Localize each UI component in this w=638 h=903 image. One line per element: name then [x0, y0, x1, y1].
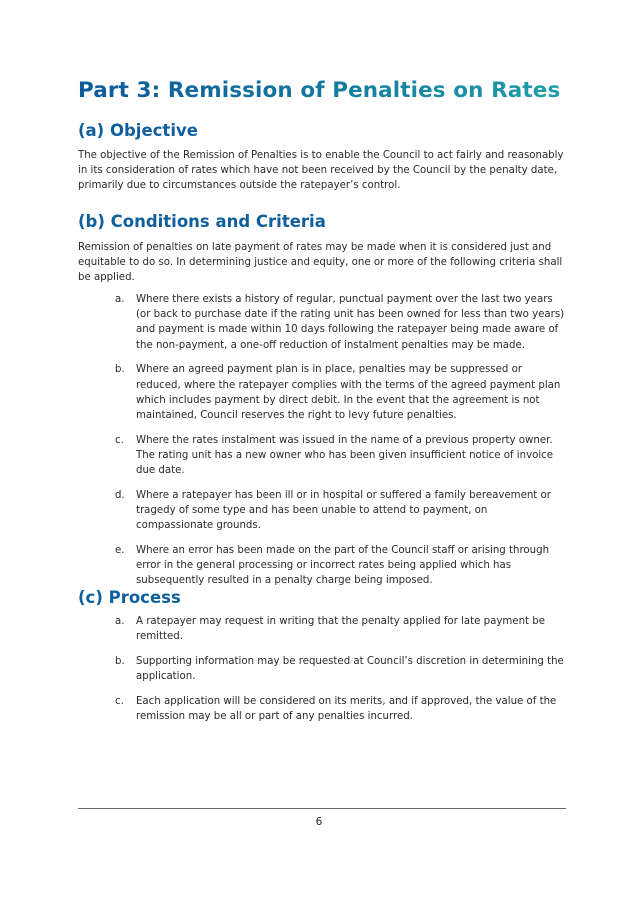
- list-marker: a.: [115, 616, 125, 627]
- footer-divider: [78, 808, 566, 809]
- page-title: Part 3: Remission of Penalties on Rates: [78, 78, 561, 103]
- list-item: [115, 433, 565, 479]
- list-marker: c.: [115, 695, 124, 707]
- list-item: [115, 654, 565, 684]
- list-marker: e.: [115, 544, 125, 556]
- conditions-criteria-list: [115, 292, 565, 598]
- page-number: 6: [315, 816, 323, 828]
- list-item: [115, 292, 565, 353]
- section-heading-conditions: (b) Conditions and Criteria: [78, 212, 326, 231]
- list-item-text: Where an error has been made on the part of the Council staff or arising through error in the general processing or incorrect rates being applied which has subsequently resulted in a penalty charge being imposed.: [136, 544, 550, 587]
- process-list: [115, 614, 565, 734]
- list-item: [115, 543, 565, 589]
- list-item-text: Where the rates instalment was issued in the name of a previous property owner. The rating unit has a new owner who has been given insufficient notice of invoice due date.: [136, 434, 554, 477]
- list-marker: b.: [115, 655, 125, 667]
- list-marker: d.: [115, 489, 125, 501]
- section-heading-process: (c) Process: [78, 588, 181, 607]
- section-heading-objective: (a) Objective: [78, 121, 198, 140]
- list-item-text: Supporting information may be requested at Council’s discretion in determining the application.: [136, 655, 564, 683]
- list-marker: b.: [115, 364, 125, 376]
- list-marker: a.: [115, 294, 125, 305]
- list-marker: c.: [115, 434, 124, 446]
- objective-paragraph: The objective of the Remission of Penalties is to enable the Council to act fairly and reasonably in its consideration of rates which have not been received by the Council by the penalty date, primarily due to circumstances outside the ratepayer’s control.: [78, 150, 564, 192]
- list-item-text: Where there exists a history of regular, punctual payment over the last two years (or back to purchase date if the rating unit has been owned for less than two years) and payment is made within 10 days following the ratepayer being made aware of the non-payment, a one-off reduction of instalment penalties may be made.: [136, 294, 565, 351]
- list-item: [115, 362, 565, 423]
- list-item-text: A ratepayer may request in writing that the penalty applied for late payment be remitted.: [136, 616, 545, 643]
- list-item: [115, 694, 565, 724]
- list-item-text: Where a ratepayer has been ill or in hospital or suffered a family bereavement or tragedy of some type and has been unable to attend to payment, on compassionate grounds.: [136, 489, 551, 532]
- list-item-text: Each application will be considered on its merits, and if approved, the value of the remission may be all or part of any penalties incurred.: [136, 695, 557, 723]
- list-item: [115, 614, 565, 644]
- conditions-paragraph: Remission of penalties on late payment of rates may be made when it is considered just and equitable to do so. In determining justice and equity, one or more of the following criteria shall be applied.: [78, 242, 563, 284]
- list-item: [115, 488, 565, 534]
- list-item-text: Where an agreed payment plan is in place, penalties may be suppressed or reduced, where the ratepayer complies with the terms of the agreed payment plan which includes payment by direct debit. In the event that the agreement is not maintained, Council reserves the right to levy future penalties.: [136, 364, 561, 421]
